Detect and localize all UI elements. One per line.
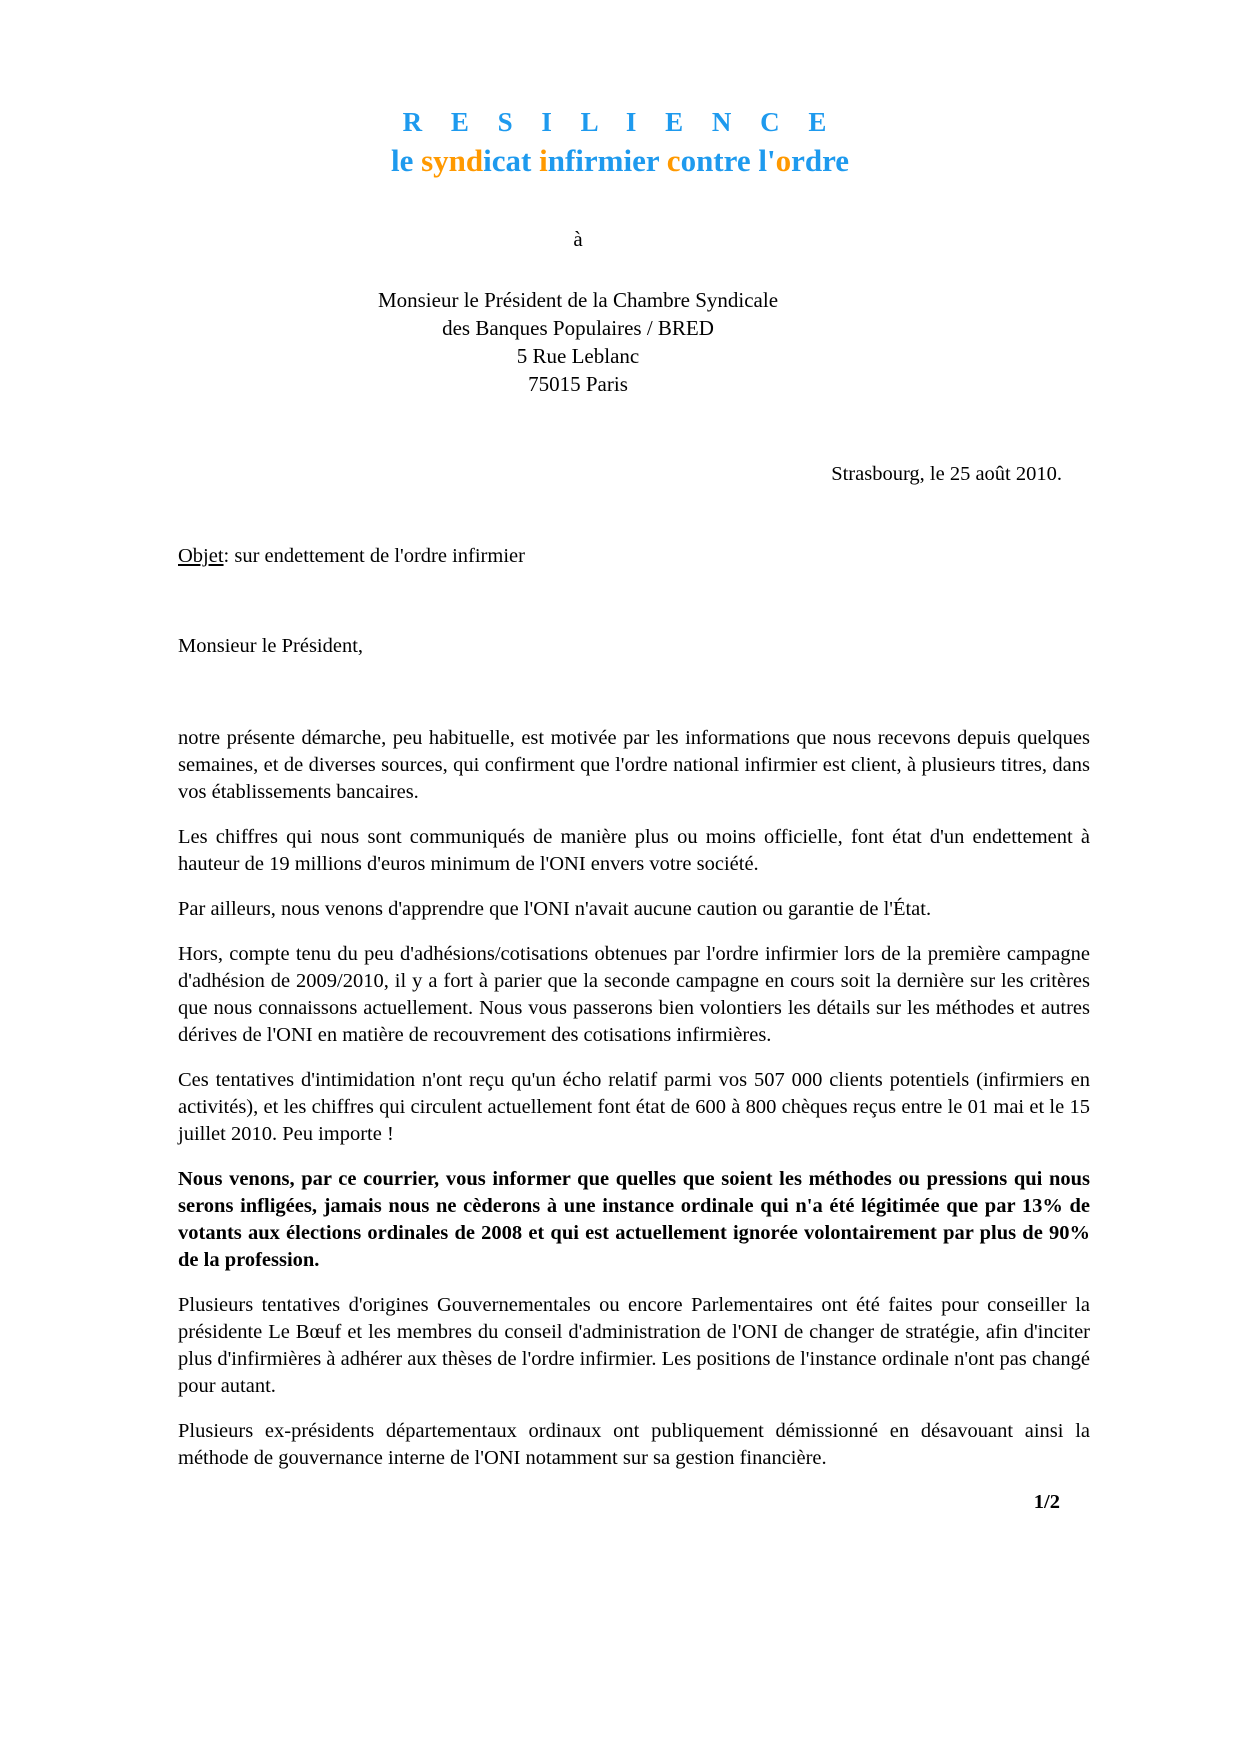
recipient-block [178, 226, 978, 398]
subtitle-segment: le [390, 143, 422, 178]
subject-line [178, 543, 1240, 569]
recipient-address [178, 286, 978, 398]
subtitle-segment: o [775, 143, 792, 178]
subject-text: : sur endettement de l'ordre infirmier [223, 545, 525, 567]
body-paragraph: Nous venons, par ce courrier, vous informer que quelles que soient les méthodes ou pressions qui nous serons infligées, jamais nous ne cèderons à une instance ordinale qui n'a été légitimée que par 13% de votants aux élections ordinales de 2008 et qui est actuellement ignorée volontairement par plus de 90% de la profession. [178, 1168, 1090, 1271]
body-paragraph: Hors, compte tenu du peu d'adhésions/cotisations obtenues par l'ordre infirmier lors de la première campagne d'adhésion de 2009/2010, il y a fort à parier que la seconde campagne en cours soit la dernière sur les critères que nous connaissons actuellement. Nous vous passerons bien volontiers les détails sur les méthodes et autres dérives de l'ONI en matière de recouvrement des cotisations infirmières. [178, 943, 1090, 1046]
subtitle-segment: synd [421, 143, 484, 178]
subtitle-segment: i [539, 143, 548, 178]
page-number: 1/2 [1033, 1491, 1060, 1513]
body-paragraph: notre présente démarche, peu habituelle, est motivée par les informations que nous recevons depuis quelques semaines, et de diverses sources, qui confirment que l'ordre national infirmier est client, à plusieurs titres, dans vos établissements bancaires. [178, 727, 1090, 803]
body-paragraph: Plusieurs ex-présidents départementaux ordinaux ont publiquement démissionné en désavouant ainsi la méthode de gouvernance interne de l'ONI notamment sur sa gestion financière. [178, 1420, 1090, 1469]
organization-subtitle [0, 142, 1240, 180]
body-paragraph: Ces tentatives d'intimidation n'ont reçu qu'un écho relatif parmi vos 507 000 clients potentiels (infirmiers en activités), et les chiffres qui circulent actuellement font état de 600 à 800 chèques reçus entre le 01 mai et le 15 juillet 2010. Peu importe ! [178, 1069, 1090, 1145]
address-line: 5 Rue Leblanc [516, 344, 640, 368]
subject-label: Objet [178, 545, 224, 567]
subtitle-segment: ontre l' [680, 143, 776, 178]
organization-name: R E S I L I E N C E [402, 107, 838, 137]
body-paragraph: Plusieurs tentatives d'origines Gouvernementales ou encore Parlementaires ont été faites pour conseiller la présidente Le Bœuf et les membres du conseil d'administration de l'ONI de changer de stratégie, afin d'inciter plus d'infirmières à adhérer aux thèses de l'ordre infirmier. Les positions de l'instance ordinale n'ont pas changé pour autant. [178, 1294, 1090, 1397]
subtitle-segment: rdre [791, 143, 850, 178]
letterhead [0, 0, 1240, 180]
address-line: 75015 Paris [528, 372, 628, 396]
address-line: Monsieur le Président de la Chambre Syndicale [377, 288, 779, 312]
body-paragraph: Les chiffres qui nous sont communiqués de manière plus ou moins officielle, font état d'un endettement à hauteur de 19 millions d'euros minimum de l'ONI envers votre société. [178, 826, 1090, 875]
subtitle-segment: nfirmier [547, 143, 667, 178]
greeting: Monsieur le Président, [178, 635, 364, 657]
to-label: à [573, 227, 583, 251]
letter-body [178, 725, 1090, 1472]
subtitle-segment: c [666, 143, 681, 178]
address-line: des Banques Populaires / BRED [442, 316, 714, 340]
dateline: Strasbourg, le 25 août 2010. [831, 463, 1062, 485]
body-paragraph: Par ailleurs, nous venons d'apprendre que l'ONI n'avait aucune caution ou garantie de l'État. [178, 898, 932, 920]
subtitle-segment: icat [483, 143, 540, 178]
